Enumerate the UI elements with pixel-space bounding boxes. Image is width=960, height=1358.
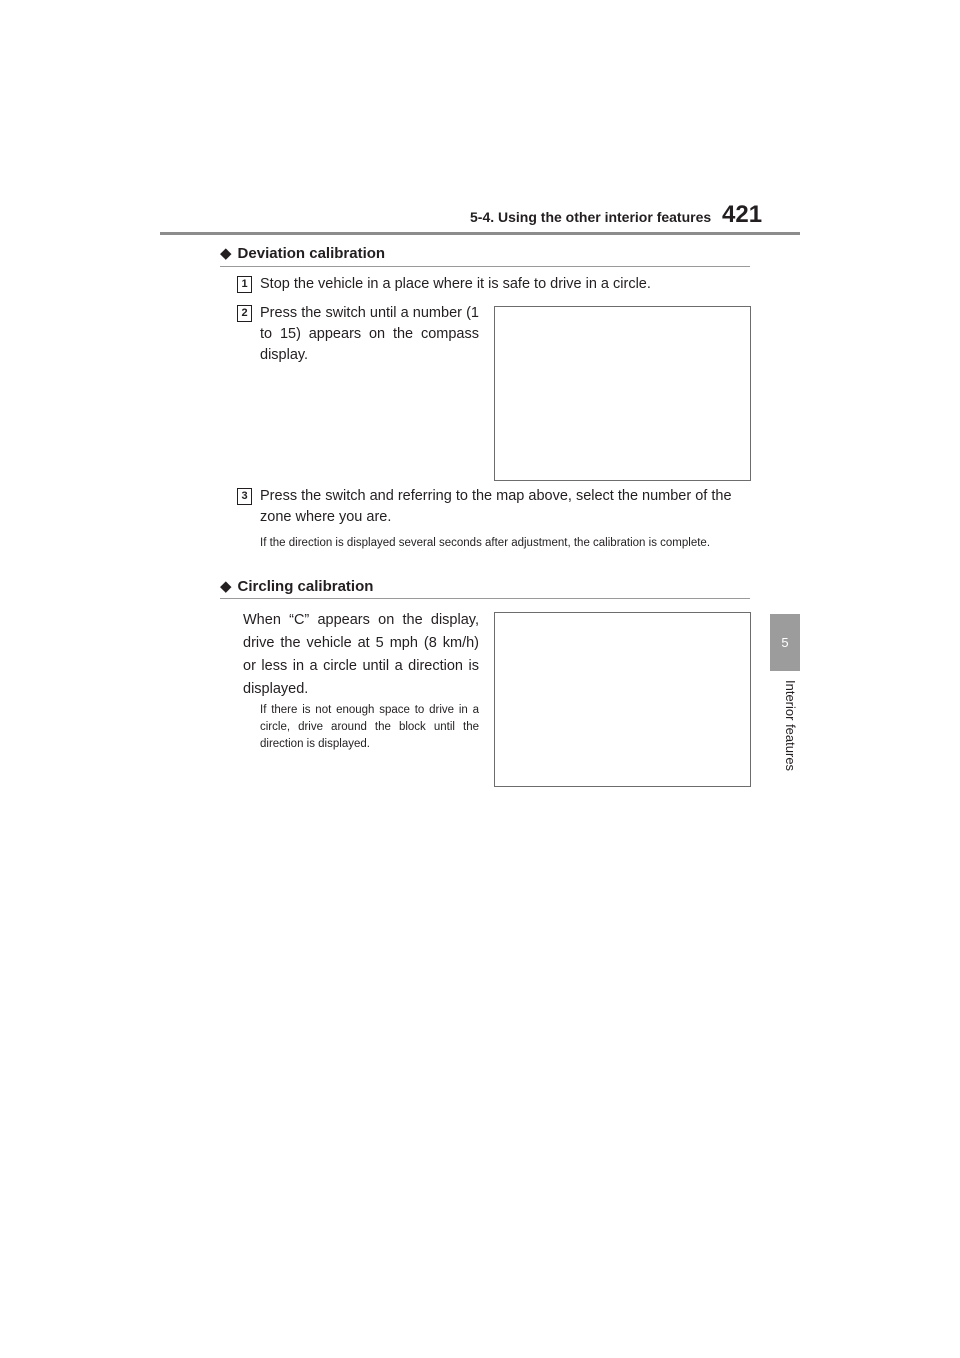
deviation-note: If the direction is displayed several seconds after adjustment, the calibration is complete. — [260, 537, 711, 549]
step-badge-2: 2 — [237, 305, 252, 322]
compass-zone-illustration — [494, 306, 751, 481]
circling-title-text: Circling calibration — [237, 578, 374, 595]
deviation-title-text: Deviation calibration — [237, 245, 386, 262]
step-2-text: Press the switch until a number (1 to 15) appears on the compass display. — [260, 305, 479, 363]
deviation-section-title — [220, 244, 385, 262]
chapter-label-tab — [764, 680, 804, 790]
chapter-label: Interior features — [783, 680, 798, 772]
page-number: 421 — [722, 201, 763, 228]
header-rule — [160, 232, 800, 235]
circling-text: When “C” appears on the display, drive the vehicle at 5 mph (8 km/h) or less in a circle until a direction is displayed. — [243, 612, 479, 697]
running-header: 5-4. Using the other interior features — [470, 209, 712, 225]
circling-illustration — [494, 612, 751, 787]
diamond-bullet-icon: ◆ — [220, 245, 232, 262]
step-1-text: Stop the vehicle in a place where it is safe to drive in a circle. — [260, 276, 651, 292]
section-rule — [220, 598, 750, 599]
section-rule — [220, 266, 750, 267]
circling-note: If there is not enough space to drive in a circle, drive around the block until the direction is displayed. — [260, 704, 479, 750]
diamond-bullet-icon: ◆ — [220, 578, 232, 595]
circling-section-title — [220, 577, 373, 595]
step-badge-3: 3 — [237, 488, 252, 505]
chapter-tab — [770, 614, 800, 671]
chapter-number: 5 — [781, 635, 789, 650]
step-3-text: Press the switch and referring to the map above, select the number of the zone where you are. — [260, 488, 732, 525]
step-badge-1: 1 — [237, 276, 252, 293]
